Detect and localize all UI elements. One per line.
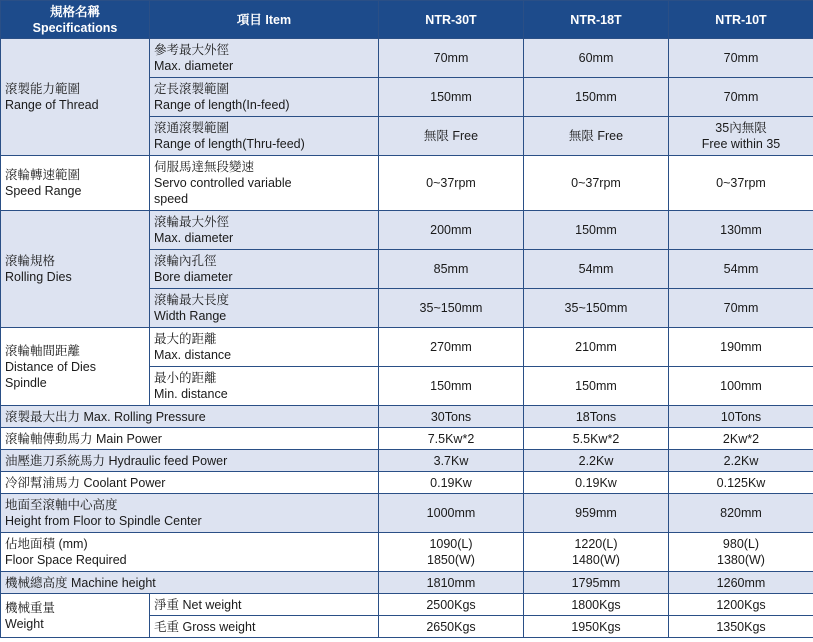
- value-cell: 100mm: [669, 367, 813, 406]
- value-cell: 3.7Kw: [379, 450, 524, 472]
- category-rolling-dies: [1, 211, 150, 328]
- value-cell: 959mm: [524, 494, 669, 533]
- header-model-2: NTR-18T: [524, 1, 669, 39]
- value-cell: 10Tons: [669, 406, 813, 428]
- category-speed-range: [1, 156, 150, 211]
- value-cell: 150mm: [524, 367, 669, 406]
- value-cell: 60mm: [524, 39, 669, 78]
- item-en: Range of length(In-feed): [154, 98, 290, 112]
- category-zh: 滾輪規格: [5, 254, 56, 268]
- value-cell: 0~37rpm: [524, 156, 669, 211]
- item-gross-weight: 毛重 Gross weight: [150, 616, 379, 638]
- header-spec: [1, 1, 150, 39]
- table-row: [1, 406, 813, 428]
- value-cell: 210mm: [524, 328, 669, 367]
- label-en: Floor Space Required: [5, 553, 127, 567]
- value-length: 1090(L): [429, 537, 473, 551]
- value-cell: 70mm: [669, 289, 813, 328]
- table-row: [1, 572, 813, 594]
- table-row: [1, 39, 813, 78]
- category-en: Distance of Dies: [5, 359, 97, 374]
- item-zh: 定長滾製範圍: [154, 82, 230, 96]
- value-cell: 2650Kgs: [379, 616, 524, 638]
- value-cell: [524, 533, 669, 572]
- value-cell: 130mm: [669, 211, 813, 250]
- value-cell: 0.19Kw: [379, 472, 524, 494]
- value-cell: 70mm: [669, 39, 813, 78]
- category-en: Weight: [5, 616, 44, 631]
- value-cell: 190mm: [669, 328, 813, 367]
- item-cell: [150, 367, 379, 406]
- item-zh: 滾輪最大長度: [154, 293, 230, 307]
- value-cell: 85mm: [379, 250, 524, 289]
- category-zh: 滾輪軸間距離: [5, 343, 81, 358]
- category-zh: 滾輪轉速範圍: [5, 168, 81, 182]
- table-row: [1, 472, 813, 494]
- category-range-of-thread: [1, 39, 150, 156]
- value-cell: 0.19Kw: [524, 472, 669, 494]
- value-cell: 0~37rpm: [379, 156, 524, 211]
- value-width: 1850(W): [427, 553, 475, 567]
- value-cell: 150mm: [379, 78, 524, 117]
- item-cell: [150, 328, 379, 367]
- table-row: [1, 450, 813, 472]
- table-row: [1, 211, 813, 250]
- value-cell: 150mm: [379, 367, 524, 406]
- row-label-coolant-power: 冷卻幫浦馬力 Coolant Power: [1, 472, 379, 494]
- label-zh: 佔地面積 (mm): [5, 537, 88, 551]
- item-zh: 最大的距離: [154, 332, 217, 346]
- item-net-weight: 淨重 Net weight: [150, 594, 379, 616]
- value-cell: 35~150mm: [379, 289, 524, 328]
- value-line-1: 35內無限: [715, 121, 767, 135]
- item-zh: 伺服馬達無段變速: [154, 160, 255, 174]
- table-row: [1, 533, 813, 572]
- value-cell: 1950Kgs: [524, 616, 669, 638]
- category-zh: 滾製能力範圍: [5, 82, 81, 96]
- header-spec-en: Specifications: [32, 20, 118, 35]
- value-cell: 0~37rpm: [669, 156, 813, 211]
- value-cell: 無限 Free: [379, 117, 524, 156]
- value-line-2: Free within 35: [701, 137, 781, 151]
- item-en: Servo controlled variable: [154, 176, 292, 190]
- value-cell: 1795mm: [524, 572, 669, 594]
- value-cell: 30Tons: [379, 406, 524, 428]
- item-en: Max. diameter: [154, 59, 234, 73]
- header-model-1: NTR-30T: [379, 1, 524, 39]
- row-label-machine-height: 機械總高度 Machine height: [1, 572, 379, 594]
- value-cell: 70mm: [669, 78, 813, 117]
- item-zh: 滾輪最大外徑: [154, 215, 230, 229]
- row-label-spindle-height: [1, 494, 379, 533]
- table-row: [1, 428, 813, 450]
- value-width: 1380(W): [717, 553, 765, 567]
- value-cell: 18Tons: [524, 406, 669, 428]
- value-length: 1220(L): [574, 537, 618, 551]
- value-cell: 200mm: [379, 211, 524, 250]
- value-cell: 70mm: [379, 39, 524, 78]
- item-zh: 最小的距離: [154, 371, 217, 385]
- value-cell: 2.2Kw: [524, 450, 669, 472]
- category-weight: [1, 594, 150, 638]
- value-cell: 270mm: [379, 328, 524, 367]
- row-label-max-rolling-pressure: 滾製最大出力 Max. Rolling Pressure: [1, 406, 379, 428]
- category-en-2: Spindle: [5, 375, 47, 390]
- category-zh: 機械重量: [5, 600, 56, 615]
- item-en: Min. distance: [154, 387, 228, 401]
- category-en: Range of Thread: [5, 98, 99, 112]
- item-zh: 滾通滾製範圍: [154, 121, 230, 135]
- value-cell: [669, 117, 813, 156]
- item-en: Max. diameter: [154, 231, 234, 245]
- item-en: Bore diameter: [154, 270, 233, 284]
- item-cell: [150, 156, 379, 211]
- item-cell: [150, 289, 379, 328]
- value-cell: 2Kw*2: [669, 428, 813, 450]
- header-row: [1, 1, 813, 39]
- table-row: [1, 156, 813, 211]
- header-spec-zh: 規格名稱: [49, 4, 100, 19]
- item-cell: [150, 78, 379, 117]
- item-zh: 參考最大外徑: [154, 43, 230, 57]
- value-cell: 5.5Kw*2: [524, 428, 669, 450]
- value-cell: 150mm: [524, 211, 669, 250]
- item-en: Width Range: [154, 309, 227, 323]
- value-cell: 2500Kgs: [379, 594, 524, 616]
- table-row: [1, 594, 813, 616]
- table-row: [1, 494, 813, 533]
- item-cell: [150, 250, 379, 289]
- value-cell: 35~150mm: [524, 289, 669, 328]
- value-cell: [669, 533, 813, 572]
- value-length: 980(L): [722, 537, 760, 551]
- category-distance-of-dies-spindle: [1, 328, 150, 406]
- item-cell: [150, 39, 379, 78]
- label-en: Height from Floor to Spindle Center: [5, 514, 202, 528]
- row-label-main-power: 滾輪軸傳動馬力 Main Power: [1, 428, 379, 450]
- row-label-hydraulic-feed-power: 油壓進刀系統馬力 Hydraulic feed Power: [1, 450, 379, 472]
- value-cell: 54mm: [669, 250, 813, 289]
- item-en: Max. distance: [154, 348, 232, 362]
- value-cell: 0.125Kw: [669, 472, 813, 494]
- row-label-floor-space: [1, 533, 379, 572]
- table-row: [1, 328, 813, 367]
- value-cell: 54mm: [524, 250, 669, 289]
- category-en: Speed Range: [5, 184, 82, 198]
- value-cell: 1800Kgs: [524, 594, 669, 616]
- item-zh: 滾輪內孔徑: [154, 254, 217, 268]
- value-cell: 2.2Kw: [669, 450, 813, 472]
- header-model-3: NTR-10T: [669, 1, 813, 39]
- item-en: Range of length(Thru-feed): [154, 137, 305, 151]
- value-width: 1480(W): [572, 553, 620, 567]
- value-cell: [379, 533, 524, 572]
- header-item: 項目 Item: [150, 1, 379, 39]
- value-cell: 1350Kgs: [669, 616, 813, 638]
- value-cell: 7.5Kw*2: [379, 428, 524, 450]
- value-cell: 820mm: [669, 494, 813, 533]
- item-cell: [150, 211, 379, 250]
- value-cell: 1000mm: [379, 494, 524, 533]
- label-zh: 地面至滾軸中心高度: [5, 498, 118, 512]
- value-cell: 1200Kgs: [669, 594, 813, 616]
- value-cell: 150mm: [524, 78, 669, 117]
- value-cell: 1260mm: [669, 572, 813, 594]
- item-cell: [150, 117, 379, 156]
- category-en: Rolling Dies: [5, 270, 72, 284]
- value-cell: 無限 Free: [524, 117, 669, 156]
- value-cell: 1810mm: [379, 572, 524, 594]
- item-en-2: speed: [154, 192, 189, 206]
